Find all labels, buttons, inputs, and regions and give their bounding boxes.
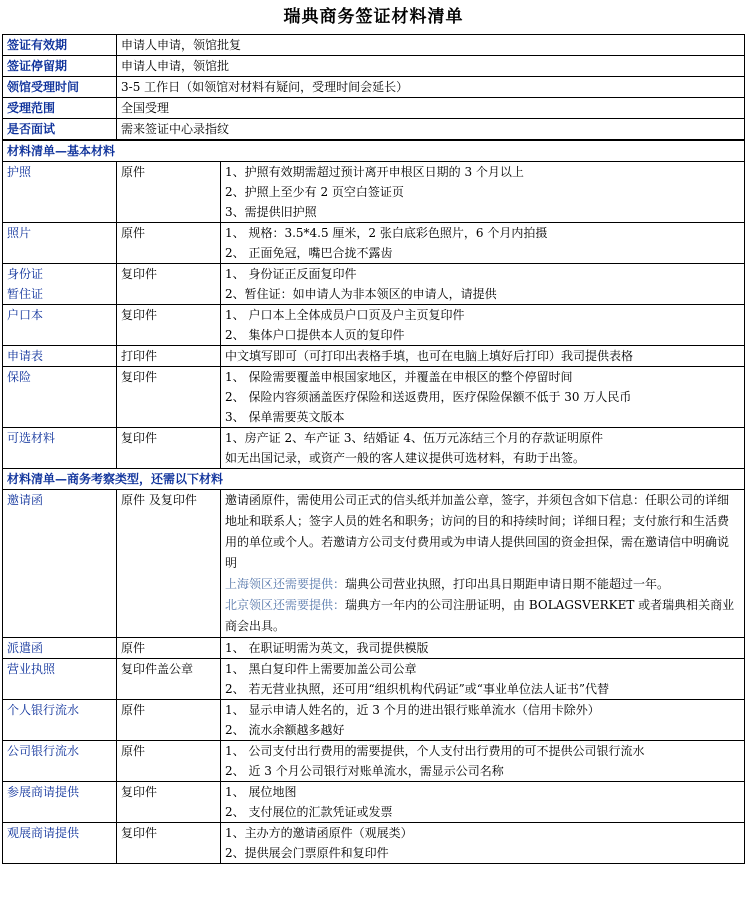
table-row bbox=[3, 638, 745, 659]
detail-line: 2、 集体户口提供本人页的复印件 bbox=[225, 328, 405, 342]
summary-table bbox=[2, 34, 745, 140]
material-type: 复印件 bbox=[117, 823, 221, 864]
summary-row bbox=[3, 98, 745, 119]
summary-label: 签证有效期 bbox=[3, 35, 117, 56]
material-details bbox=[221, 490, 745, 638]
detail-line: 2、 若无营业执照，还可用“组织机构代码证”或“事业单位法人证书”代替 bbox=[225, 682, 609, 696]
material-name: 公司银行流水 bbox=[3, 741, 117, 782]
detail-line: 1、护照有效期需超过预计离开申根区日期的 3 个月以上 bbox=[225, 165, 524, 179]
table-row bbox=[3, 700, 745, 741]
detail-line: 2、提供展会门票原件和复印件 bbox=[225, 846, 389, 860]
detail-line: 2、 支付展位的汇款凭证或发票 bbox=[225, 805, 393, 819]
material-name-line: 护照 bbox=[7, 165, 32, 179]
detail-line: 如无出国记录，或资产一般的客人建议提供可选材料，有助于出签。 bbox=[225, 451, 586, 465]
material-details bbox=[221, 223, 745, 264]
material-name bbox=[3, 223, 117, 264]
detail-line: 1、 黑白复印件上需要加盖公司公章 bbox=[225, 662, 417, 676]
summary-value: 3-5 工作日（如领馆对材料有疑问，受理时间会延长） bbox=[117, 77, 745, 98]
detail-line: 1、 户口本上全体成员户口页及户主页复印件 bbox=[225, 308, 465, 322]
table-row bbox=[3, 659, 745, 700]
summary-row bbox=[3, 56, 745, 77]
material-type: 原件 bbox=[117, 638, 221, 659]
summary-row bbox=[3, 119, 745, 140]
summary-value: 申请人申请，领馆批 bbox=[117, 56, 745, 77]
table-row bbox=[3, 346, 745, 367]
detail-line: 2、暂住证：如申请人为非本领区的申请人，请提供 bbox=[225, 287, 497, 301]
material-name bbox=[3, 264, 117, 305]
material-name-line: 可选材料 bbox=[7, 431, 56, 445]
section-header-basic bbox=[3, 141, 745, 162]
material-name: 邀请函 bbox=[3, 490, 117, 638]
material-type: 复印件盖公章 bbox=[117, 659, 221, 700]
detail-line: 2、 保险内容须涵盖医疗保险和送返费用，医疗保险保额不低于 30 万人民币 bbox=[225, 390, 632, 404]
material-details bbox=[221, 741, 745, 782]
detail-line: 2、 近 3 个月公司银行对账单流水，需显示公司名称 bbox=[225, 764, 504, 778]
material-details bbox=[221, 659, 745, 700]
materials-table bbox=[2, 140, 745, 864]
summary-value: 需来签证中心录指纹 bbox=[117, 119, 745, 140]
material-details bbox=[221, 428, 745, 469]
table-row bbox=[3, 823, 745, 864]
material-type: 原件 bbox=[117, 741, 221, 782]
summary-row bbox=[3, 77, 745, 98]
material-name bbox=[3, 162, 117, 223]
material-type: 原件 bbox=[117, 162, 221, 223]
table-row bbox=[3, 223, 745, 264]
material-details bbox=[221, 823, 745, 864]
beijing-text: 瑞典方一年内的公司注册证明，由 BOLAGSVERKET 或者瑞典相关商业商会出具。 bbox=[225, 598, 735, 633]
material-name bbox=[3, 305, 117, 346]
section-title-basic: 材料清单—基本材料 bbox=[3, 141, 745, 162]
material-details bbox=[221, 700, 745, 741]
material-name bbox=[3, 428, 117, 469]
page-title: 瑞典商务签证材料清单 bbox=[283, 7, 464, 27]
material-name: 参展商请提供 bbox=[3, 782, 117, 823]
table-row bbox=[3, 264, 745, 305]
invitation-text: 邀请函原件，需使用公司正式的信头纸并加盖公章，签字，并须包含如下信息：任职公司的详细地址和联系人；签字人员的姓名和职务；访问的目的和持续时间；详细日程；支付旅行和生活费用的单位或个人。若邀请方公司支付费用或为申请人提供回国的资金担保，需在邀请信中明确说明 bbox=[225, 493, 730, 570]
detail-line: 1、 显示申请人姓名的，近 3 个月的进出银行账单流水（信用卡除外） bbox=[225, 703, 600, 717]
detail-line: 2、 正面免冠，嘴巴合拢不露齿 bbox=[225, 246, 393, 260]
material-name: 派遣函 bbox=[3, 638, 117, 659]
material-name-line: 照片 bbox=[7, 226, 32, 240]
detail-line: 1、 身份证正反面复印件 bbox=[225, 267, 357, 281]
detail-line: 中文填写即可（可打印出表格手填，也可在电脑上填好后打印）我司提供表格 bbox=[225, 349, 634, 363]
beijing-label: 北京领区还需要提供： bbox=[225, 598, 346, 612]
material-details bbox=[221, 367, 745, 428]
material-name-line: 保险 bbox=[7, 370, 32, 384]
summary-label: 签证停留期 bbox=[3, 56, 117, 77]
detail-line: 1、房产证 2、车产证 3、结婚证 4、伍万元冻结三个月的存款证明原件 bbox=[225, 431, 603, 445]
material-name-line: 暂住证 bbox=[7, 287, 44, 301]
material-name bbox=[3, 367, 117, 428]
detail-line: 3、需提供旧护照 bbox=[225, 205, 317, 219]
material-type: 复印件 bbox=[117, 264, 221, 305]
detail-line: 1、 在职证明需为英文，我司提供模版 bbox=[225, 641, 429, 655]
summary-label: 受理范围 bbox=[3, 98, 117, 119]
shanghai-text: 瑞典公司营业执照，打印出具日期距申请日期不能超过一年。 bbox=[345, 577, 670, 591]
summary-row bbox=[3, 35, 745, 56]
material-details bbox=[221, 346, 745, 367]
table-row bbox=[3, 162, 745, 223]
material-details bbox=[221, 782, 745, 823]
material-details bbox=[221, 162, 745, 223]
material-name: 个人银行流水 bbox=[3, 700, 117, 741]
detail-line: 1、 规格：3.5*4.5 厘米，2 张白底彩色照片，6 个月内拍摄 bbox=[225, 226, 548, 240]
detail-line: 1、 保险需要覆盖申根国家地区，并覆盖在申根区的整个停留时间 bbox=[225, 370, 573, 384]
summary-label: 领馆受理时间 bbox=[3, 77, 117, 98]
material-name bbox=[3, 346, 117, 367]
table-row bbox=[3, 367, 745, 428]
material-name: 营业执照 bbox=[3, 659, 117, 700]
material-name-line: 身份证 bbox=[7, 267, 44, 281]
detail-line: 1、 展位地图 bbox=[225, 785, 297, 799]
summary-label: 是否面试 bbox=[3, 119, 117, 140]
table-row bbox=[3, 782, 745, 823]
summary-value: 申请人申请，领馆批复 bbox=[117, 35, 745, 56]
material-details bbox=[221, 264, 745, 305]
material-type: 原件 bbox=[117, 700, 221, 741]
detail-line: 1、 公司支付出行费用的需要提供，个人支付出行费用的可不提供公司银行流水 bbox=[225, 744, 645, 758]
table-row bbox=[3, 741, 745, 782]
material-name-line: 申请表 bbox=[7, 349, 44, 363]
summary-value: 全国受理 bbox=[117, 98, 745, 119]
material-type: 复印件 bbox=[117, 305, 221, 346]
material-type: 复印件 bbox=[117, 428, 221, 469]
table-row bbox=[3, 428, 745, 469]
detail-line: 2、 流水余额越多越好 bbox=[225, 723, 345, 737]
material-type: 打印件 bbox=[117, 346, 221, 367]
material-type: 复印件 bbox=[117, 367, 221, 428]
material-name-line: 户口本 bbox=[7, 308, 44, 322]
section-title-business: 材料清单—商务考察类型，还需以下材料 bbox=[3, 469, 745, 490]
detail-line: 1、主办方的邀请函原件（观展类） bbox=[225, 826, 413, 840]
material-details bbox=[221, 305, 745, 346]
material-type: 原件 bbox=[117, 223, 221, 264]
table-row-invitation bbox=[3, 490, 745, 638]
detail-line: 2、护照上至少有 2 页空白签证页 bbox=[225, 185, 404, 199]
table-row bbox=[3, 305, 745, 346]
shanghai-label: 上海领区还需要提供： bbox=[225, 577, 346, 591]
material-type: 原件 及复印件 bbox=[117, 490, 221, 638]
material-type: 复印件 bbox=[117, 782, 221, 823]
material-name: 观展商请提供 bbox=[3, 823, 117, 864]
section-header-business bbox=[3, 469, 745, 490]
detail-line: 3、 保单需要英文版本 bbox=[225, 410, 345, 424]
material-details bbox=[221, 638, 745, 659]
